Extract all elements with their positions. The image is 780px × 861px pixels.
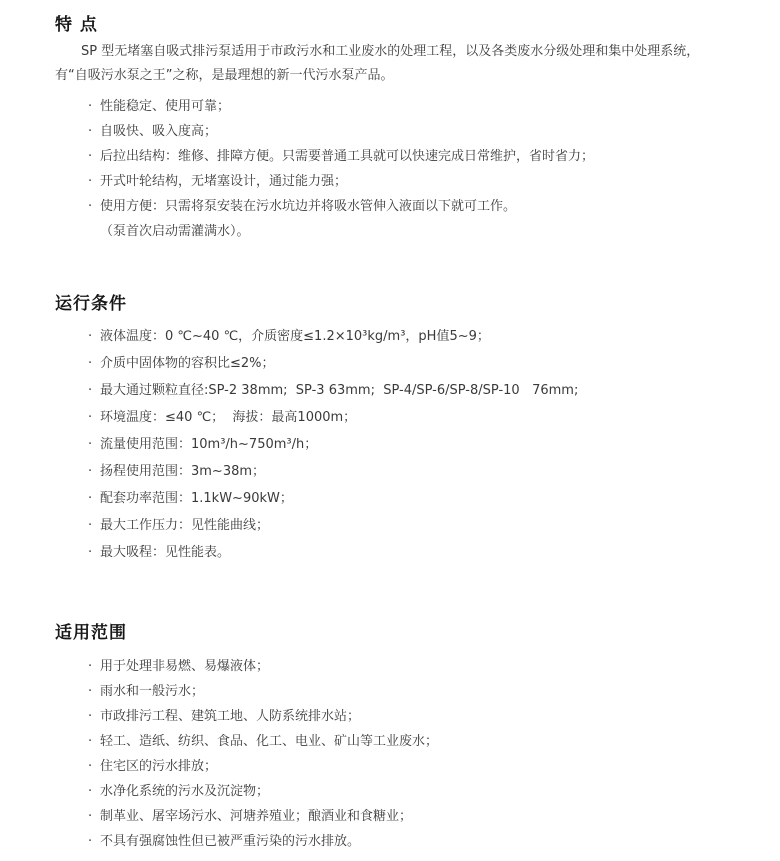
- bullet-text: 水净化系统的污水及沉淀物；: [100, 784, 270, 799]
- bullet-icon: ·: [88, 410, 93, 425]
- bullet-text: 配套功率范围：1.1kW~90kW；: [100, 491, 293, 506]
- bullet-icon: ·: [88, 734, 93, 749]
- list-item: [88, 654, 730, 679]
- section-application-scope: [55, 622, 730, 854]
- list-item: [88, 194, 730, 219]
- bullet-text: 液体温度：0 ℃~40 ℃，介质密度≤1.2×10³kg/m³，pH值5~9；: [100, 329, 490, 344]
- bullet-icon: ·: [88, 149, 93, 164]
- bullet-text: 制革业、屠宰场污水、河塘养殖业；酿酒业和食糖业；: [100, 809, 413, 824]
- section-operating-conditions: [55, 293, 730, 566]
- bullet-icon: ·: [88, 174, 93, 189]
- bullet-icon: ·: [88, 464, 93, 479]
- bullet-text: 后拉出结构：维修、排障方便。只需要普通工具就可以快速完成日常维护，省时省力；: [100, 149, 595, 164]
- bullet-text: 性能稳定、使用可靠；: [100, 99, 231, 114]
- list-item: [88, 829, 730, 854]
- bullet-icon: ·: [88, 329, 93, 344]
- bullet-text: 最大吸程：见性能表。: [100, 545, 231, 560]
- list-item: [88, 350, 730, 377]
- application-scope-heading: 适用范围: [55, 623, 127, 643]
- list-item: [88, 704, 730, 729]
- bullet-icon: ·: [88, 99, 93, 114]
- list-item: [88, 539, 730, 566]
- bullet-icon: ·: [88, 491, 93, 506]
- bullet-icon: ·: [88, 809, 93, 824]
- list-item: [88, 169, 730, 194]
- bullet-text: 住宅区的污水排放；: [100, 759, 218, 774]
- bullet-text: 使用方便：只需将泵安装在污水坑边并将吸水管伸入液面以下就可工作。: [100, 199, 517, 214]
- features-intro-paragraph: SP 型无堵塞自吸式排污泵适用于市政污水和工业废水的处理工程，以及各类废水分级处理和集中处理系统，有“自吸污水泵之王”之称，是最理想的新一代污水泵产品。: [55, 44, 700, 83]
- bullet-icon: ·: [88, 684, 93, 699]
- bullet-icon: ·: [88, 709, 93, 724]
- list-item: [88, 512, 730, 539]
- bullet-icon: ·: [88, 545, 93, 560]
- bullet-icon: ·: [88, 659, 93, 674]
- bullet-icon: ·: [88, 518, 93, 533]
- list-item: [88, 377, 730, 404]
- section-features: [55, 14, 730, 244]
- list-item: [88, 485, 730, 512]
- list-item: [88, 404, 730, 431]
- features-heading: 特 点: [55, 15, 98, 35]
- list-item: [88, 729, 730, 754]
- bullet-icon: ·: [88, 199, 93, 214]
- bullet-text: 雨水和一般污水；: [100, 684, 205, 699]
- list-item: [88, 679, 730, 704]
- bullet-text: 轻工、造纸、纺织、食品、化工、电业、矿山等工业废水；: [100, 734, 439, 749]
- list-item: [88, 94, 730, 119]
- bullet-icon: ·: [88, 759, 93, 774]
- list-item: [88, 144, 730, 169]
- bullet-text: 扬程使用范围：3m~38m；: [100, 464, 266, 479]
- list-item: [88, 458, 730, 485]
- bullet-text: 不具有强腐蚀性但已被严重污染的污水排放。: [100, 834, 361, 849]
- features-note: （泵首次启动需灌满水）。: [100, 224, 250, 239]
- bullet-text: 用于处理非易燃、易爆液体；: [100, 659, 270, 674]
- list-item: [88, 754, 730, 779]
- bullet-icon: ·: [88, 784, 93, 799]
- application-scope-bullet-list: [88, 654, 730, 854]
- list-item: [88, 779, 730, 804]
- bullet-text: 市政排污工程、建筑工地、人防系统排水站；: [100, 709, 361, 724]
- bullet-icon: ·: [88, 356, 93, 371]
- bullet-text: 最大通过颗粒直径:SP-2 38mm; SP-3 63mm; SP-4/SP-6/SP-8/SP-10 76mm;: [100, 383, 579, 398]
- operating-conditions-heading: 运行条件: [55, 294, 127, 314]
- features-bullet-list: [88, 94, 730, 219]
- bullet-text: 流量使用范围：10m³/h~750m³/h；: [100, 437, 318, 452]
- bullet-text: 介质中固体物的容积比≤2%；: [100, 356, 275, 371]
- bullet-text: 自吸快、吸入度高；: [100, 124, 218, 139]
- bullet-text: 环境温度：≤40 ℃； 海拔：最高1000m；: [100, 410, 357, 425]
- bullet-icon: ·: [88, 437, 93, 452]
- operating-conditions-bullet-list: [88, 323, 730, 566]
- bullet-icon: ·: [88, 383, 93, 398]
- bullet-text: 最大工作压力：见性能曲线；: [100, 518, 270, 533]
- list-item: [88, 323, 730, 350]
- bullet-icon: ·: [88, 124, 93, 139]
- list-item: [88, 431, 730, 458]
- list-item: [88, 119, 730, 144]
- list-item: [88, 804, 730, 829]
- bullet-text: 开式叶轮结构，无堵塞设计，通过能力强；: [100, 174, 348, 189]
- bullet-icon: ·: [88, 834, 93, 849]
